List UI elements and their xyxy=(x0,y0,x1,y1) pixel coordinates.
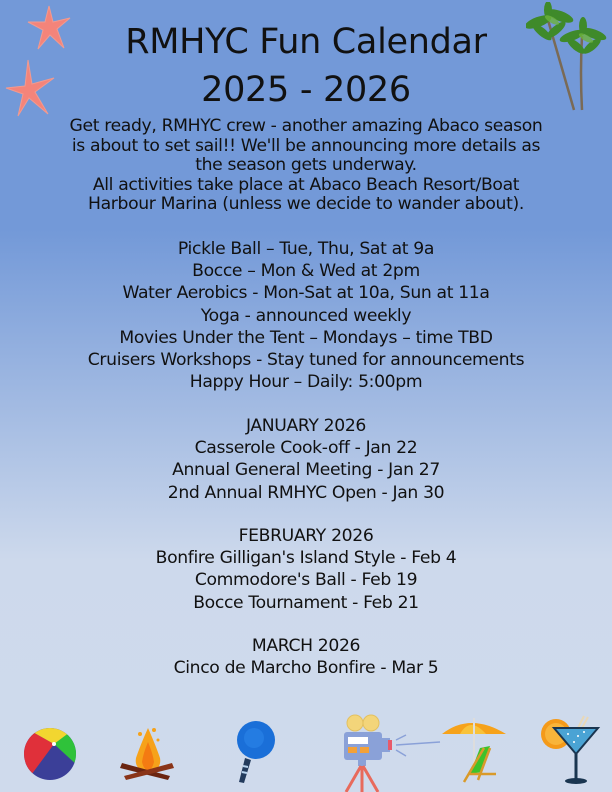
intro-line: the season gets underway. xyxy=(195,155,417,176)
event-item: Commodore's Ball - Feb 19 xyxy=(194,570,418,591)
activity-item: Movies Under the Tent – Mondays – time TBD xyxy=(119,327,493,348)
month-section-february xyxy=(0,525,612,614)
activity-item: Water Aerobics - Mon-Sat at 10a, Sun at 11a xyxy=(122,283,490,304)
intro-line: Harbour Marina (unless we decide to wander about). xyxy=(88,194,524,215)
intro-line: All activities take place at Abaco Beach Resort/Boat xyxy=(92,174,520,195)
page-title xyxy=(0,18,612,114)
event-item: Bocce Tournament - Feb 21 xyxy=(193,592,419,613)
title-line-1: RMHYC Fun Calendar xyxy=(125,22,487,62)
month-heading: JANUARY 2026 xyxy=(245,416,367,436)
event-item: Annual General Meeting - Jan 27 xyxy=(172,460,440,481)
movie-camera-icon xyxy=(340,712,444,792)
activity-item: Pickle Ball – Tue, Thu, Sat at 9a xyxy=(177,239,435,259)
month-heading: MARCH 2026 xyxy=(251,636,361,656)
campfire-icon xyxy=(118,718,178,784)
activity-item: Yoga - announced weekly xyxy=(200,305,412,326)
ping-pong-paddle-icon xyxy=(232,720,280,786)
beach-umbrella-chair-icon xyxy=(440,714,510,786)
intro-line: is about to set sail!! We'll be announcing more details as xyxy=(71,135,541,156)
month-heading: FEBRUARY 2026 xyxy=(238,526,374,546)
activity-item: Cruisers Workshops - Stay tuned for announcements xyxy=(87,350,525,371)
title-line-2: 2025 - 2026 xyxy=(201,70,411,110)
beach-ball-icon xyxy=(22,726,78,782)
weekly-activities-list xyxy=(0,238,612,393)
month-section-march xyxy=(0,635,612,679)
cocktail-icon xyxy=(538,714,602,786)
activity-item: Bocce – Mon & Wed at 2pm xyxy=(192,261,420,282)
event-item: Bonfire Gilligan's Island Style - Feb 4 xyxy=(155,548,457,569)
intro-paragraph xyxy=(0,117,612,215)
event-item: Casserole Cook-off - Jan 22 xyxy=(194,438,418,459)
intro-line: Get ready, RMHYC crew - another amazing Abaco season xyxy=(69,116,543,136)
month-section-january xyxy=(0,415,612,504)
activity-item: Happy Hour – Daily: 5:00pm xyxy=(189,372,423,393)
event-item: Cinco de Marcho Bonfire - Mar 5 xyxy=(173,658,439,679)
event-item: 2nd Annual RMHYC Open - Jan 30 xyxy=(167,482,445,503)
